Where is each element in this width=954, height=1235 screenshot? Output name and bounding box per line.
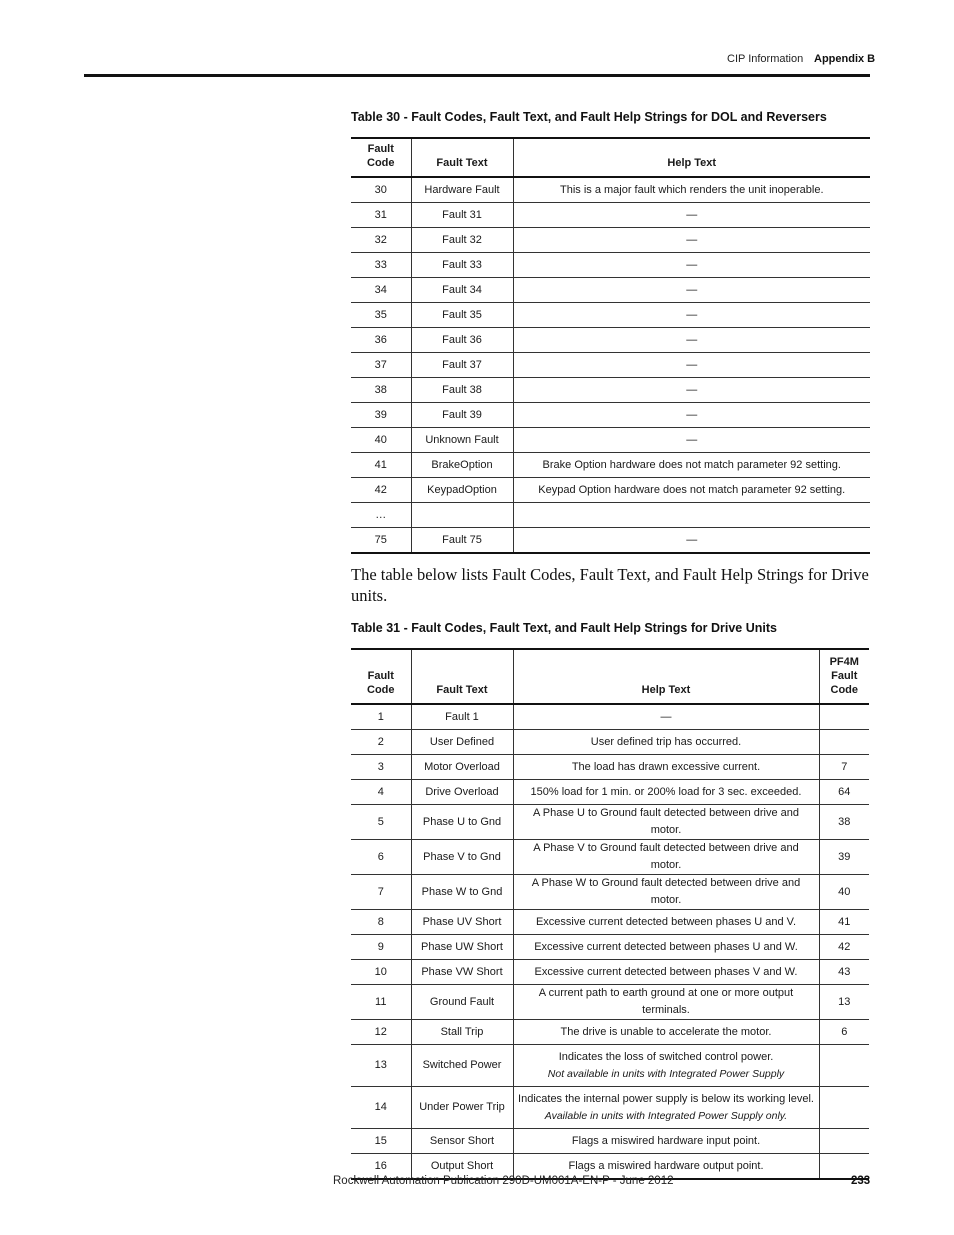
help-text-main: The drive is unable to accelerate the motor.: [560, 1025, 772, 1038]
table31-row: [351, 985, 869, 1020]
help-text-main: Indicates the loss of switched control power.: [558, 1050, 774, 1063]
table31-cell-fault-text: Switched Power: [411, 1045, 513, 1087]
table30-cell-help-text: —: [513, 403, 870, 428]
table31-cell-fault-text: Phase U to Gnd: [411, 805, 513, 840]
intro-paragraph: The table below lists Fault Codes, Fault Text, and Fault Help Strings for Drive units.: [351, 565, 869, 605]
table30-cell-fault-code: 38: [351, 378, 411, 403]
table31-cell-fault-code: 11: [351, 985, 411, 1020]
table31-cell-help-text: [513, 840, 819, 875]
table31-cell-fault-code: 16: [351, 1154, 411, 1180]
table31-cell-pf4m-code: 13: [819, 985, 869, 1020]
table30-cell-fault-code: 36: [351, 328, 411, 353]
table30-cell-fault-text: Hardware Fault: [411, 177, 513, 203]
table31-cell-fault-text: Output Short: [411, 1154, 513, 1180]
table30-cell-fault-text: Fault 32: [411, 228, 513, 253]
footer-page-number: 233: [851, 1175, 871, 1187]
table31-row: [351, 780, 869, 805]
help-text-main: A Phase W to Ground fault detected between drive and motor.: [531, 877, 801, 906]
table30-cell-help-text: —: [513, 303, 870, 328]
table31-cell-pf4m-code: 40: [819, 875, 869, 910]
table30-cell-fault-code: 35: [351, 303, 411, 328]
table31-cell-fault-text: Drive Overload: [411, 780, 513, 805]
table30-row: [351, 278, 870, 303]
table31-cell-fault-text: Ground Fault: [411, 985, 513, 1020]
table31-cell-help-text: [513, 1087, 819, 1129]
table31-cell-fault-code: 1: [351, 704, 411, 730]
table30-cell-help-text: —: [513, 228, 870, 253]
footer-publication: Rockwell Automation Publication 290D-UM001A-EN-P - June 2012: [333, 1175, 674, 1187]
table30-cell-fault-code: …: [351, 503, 411, 528]
table31-cell-pf4m-code: 41: [819, 910, 869, 935]
table30-cell-fault-text: Fault 34: [411, 278, 513, 303]
table31-cell-help-text: [513, 910, 819, 935]
table31-cell-pf4m-code: [819, 730, 869, 755]
header-appendix-label: Appendix B: [814, 53, 876, 65]
table30-cell-fault-text: KeypadOption: [411, 478, 513, 503]
table30-cell-help-text: —: [513, 353, 870, 378]
header-section-title: CIP Information: [727, 53, 804, 65]
table30-cell-fault-text: Fault 39: [411, 403, 513, 428]
help-text-main: A Phase U to Ground fault detected between drive and motor.: [532, 807, 799, 836]
table31: [351, 648, 869, 1180]
table31-cell-fault-code: 12: [351, 1020, 411, 1045]
table30-cell-fault-text: [411, 503, 513, 528]
table30-cell-fault-code: 75: [351, 528, 411, 554]
table30: [351, 137, 870, 554]
table30-row: [351, 328, 870, 353]
help-text-note: Not available in units with Integrated Power Supply: [547, 1067, 785, 1080]
table31-cell-fault-text: Fault 1: [411, 704, 513, 730]
table31-cell-help-text: [513, 780, 819, 805]
table30-cell-help-text: —: [513, 328, 870, 353]
table30-cell-fault-code: 30: [351, 177, 411, 203]
table30-cell-fault-code: 31: [351, 203, 411, 228]
help-text-note: Available in units with Integrated Power Supply only.: [544, 1109, 788, 1122]
table31-cell-fault-text: Phase VW Short: [411, 960, 513, 985]
header-rule: [84, 74, 870, 77]
table30-cell-fault-text: Fault 36: [411, 328, 513, 353]
table31-cell-fault-code: 5: [351, 805, 411, 840]
table31-cell-help-text: [513, 960, 819, 985]
table31-row: [351, 805, 869, 840]
table31-header-pf4m-code: PF4M Fault Code: [819, 649, 869, 704]
table31-cell-help-text: [513, 805, 819, 840]
table31-header-fault-text: Fault Text: [411, 649, 513, 704]
table31-cell-fault-text: Phase V to Gnd: [411, 840, 513, 875]
table31-cell-pf4m-code: 39: [819, 840, 869, 875]
table31-row: [351, 755, 869, 780]
table30-row: [351, 428, 870, 453]
table31-row: [351, 1129, 869, 1154]
table30-row: [351, 203, 870, 228]
table30-cell-fault-text: Fault 31: [411, 203, 513, 228]
table31-cell-fault-text: Stall Trip: [411, 1020, 513, 1045]
help-text-main: 150% load for 1 min. or 200% load for 3 sec. exceeded.: [530, 785, 802, 798]
table31-cell-fault-text: Motor Overload: [411, 755, 513, 780]
table30-header-fault-text: Fault Text: [411, 138, 513, 177]
table31-title: Table 31 - Fault Codes, Fault Text, and Fault Help Strings for Drive Units: [351, 621, 777, 635]
table30-cell-fault-text: Unknown Fault: [411, 428, 513, 453]
table30-row: [351, 177, 870, 203]
table31-cell-pf4m-code: 43: [819, 960, 869, 985]
table30-row: [351, 453, 870, 478]
table31-cell-fault-code: 2: [351, 730, 411, 755]
table31-cell-help-text: [513, 755, 819, 780]
table31-cell-help-text: [513, 704, 819, 730]
table30-cell-help-text: [513, 503, 870, 528]
table31-cell-fault-code: 3: [351, 755, 411, 780]
help-text-main: Indicates the internal power supply is below its working level.: [518, 1092, 814, 1105]
table31-cell-fault-code: 7: [351, 875, 411, 910]
table30-cell-fault-text: Fault 33: [411, 253, 513, 278]
table30-cell-fault-code: 32: [351, 228, 411, 253]
table30-cell-fault-text: BrakeOption: [411, 453, 513, 478]
table30-cell-help-text: —: [513, 203, 870, 228]
table31-cell-fault-text: Phase UV Short: [411, 910, 513, 935]
table31-header-fault-code: Fault Code: [351, 649, 411, 704]
table31-cell-fault-code: 6: [351, 840, 411, 875]
table30-cell-help-text: —: [513, 378, 870, 403]
table31-cell-pf4m-code: [819, 1045, 869, 1087]
table31-cell-help-text: [513, 1045, 819, 1087]
help-text-main: The load has drawn excessive current.: [571, 760, 761, 773]
table30-cell-fault-text: Fault 37: [411, 353, 513, 378]
table30-cell-fault-text: Fault 75: [411, 528, 513, 554]
table31-cell-pf4m-code: 42: [819, 935, 869, 960]
table30-cell-help-text: —: [513, 278, 870, 303]
table30-cell-help-text: Brake Option hardware does not match parameter 92 setting.: [513, 453, 870, 478]
table30-row: [351, 228, 870, 253]
table31-row: [351, 935, 869, 960]
table31-cell-pf4m-code: [819, 1129, 869, 1154]
table30-cell-fault-code: 33: [351, 253, 411, 278]
table30-row: [351, 528, 870, 554]
table30-cell-fault-code: 40: [351, 428, 411, 453]
help-text-main: Excessive current detected between phases V and W.: [534, 965, 798, 978]
table31-row: [351, 875, 869, 910]
table31-cell-fault-text: Phase W to Gnd: [411, 875, 513, 910]
table31-cell-fault-code: 10: [351, 960, 411, 985]
table30-title: Table 30 - Fault Codes, Fault Text, and Fault Help Strings for DOL and Reversers: [351, 110, 827, 124]
table30-cell-fault-code: 42: [351, 478, 411, 503]
table31-cell-fault-code: 15: [351, 1129, 411, 1154]
table30-cell-help-text: Keypad Option hardware does not match parameter 92 setting.: [513, 478, 870, 503]
table31-cell-fault-code: 13: [351, 1045, 411, 1087]
table31-row: [351, 840, 869, 875]
help-text-main: Excessive current detected between phases U and W.: [534, 940, 798, 953]
table31-cell-fault-text: Sensor Short: [411, 1129, 513, 1154]
table31-cell-fault-code: 4: [351, 780, 411, 805]
table30-header-fault-code: Fault Code: [351, 138, 411, 177]
table31-cell-help-text: [513, 935, 819, 960]
table30-row: [351, 253, 870, 278]
table31-cell-pf4m-code: 38: [819, 805, 869, 840]
table31-row: [351, 1045, 869, 1087]
table30-row: [351, 478, 870, 503]
table31-cell-pf4m-code: 7: [819, 755, 869, 780]
table31-row: [351, 960, 869, 985]
table31-cell-fault-code: 8: [351, 910, 411, 935]
help-text-main: User defined trip has occurred.: [590, 735, 742, 748]
table30-cell-fault-text: Fault 38: [411, 378, 513, 403]
table31-cell-pf4m-code: [819, 1087, 869, 1129]
table31-cell-help-text: [513, 985, 819, 1020]
table30-cell-help-text: This is a major fault which renders the unit inoperable.: [513, 177, 870, 203]
table31-header-help-text: Help Text: [513, 649, 819, 704]
help-text-main: Excessive current detected between phases U and V.: [535, 915, 797, 928]
help-text-main: A Phase V to Ground fault detected between drive and motor.: [533, 842, 799, 871]
table30-cell-fault-code: 37: [351, 353, 411, 378]
table30-row: [351, 353, 870, 378]
table31-cell-fault-code: 14: [351, 1087, 411, 1129]
table30-row: [351, 503, 870, 528]
table30-cell-help-text: —: [513, 428, 870, 453]
table30-cell-fault-text: Fault 35: [411, 303, 513, 328]
table31-cell-pf4m-code: 64: [819, 780, 869, 805]
table31-cell-pf4m-code: [819, 704, 869, 730]
help-text-main: Flags a miswired hardware input point.: [571, 1134, 761, 1147]
table31-cell-help-text: [513, 1020, 819, 1045]
table31-row: [351, 1087, 869, 1129]
table31-cell-help-text: [513, 1129, 819, 1154]
table31-cell-fault-text: Under Power Trip: [411, 1087, 513, 1129]
help-text-main: Flags a miswired hardware output point.: [568, 1159, 764, 1172]
table30-cell-help-text: —: [513, 528, 870, 554]
table30-row: [351, 403, 870, 428]
table31-cell-help-text: [513, 875, 819, 910]
table31-row: [351, 730, 869, 755]
table31-cell-help-text: [513, 730, 819, 755]
table31-cell-fault-text: Phase UW Short: [411, 935, 513, 960]
table31-row: [351, 1020, 869, 1045]
table30-cell-fault-code: 34: [351, 278, 411, 303]
table30-cell-fault-code: 39: [351, 403, 411, 428]
table31-row: [351, 910, 869, 935]
table31-row: [351, 704, 869, 730]
help-text-main: A current path to earth ground at one or more output terminals.: [538, 987, 794, 1016]
table31-cell-pf4m-code: 6: [819, 1020, 869, 1045]
table31-cell-fault-text: User Defined: [411, 730, 513, 755]
help-text-main: —: [660, 710, 672, 723]
table30-header-help-text: Help Text: [513, 138, 870, 177]
table30-cell-help-text: —: [513, 253, 870, 278]
table30-cell-fault-code: 41: [351, 453, 411, 478]
table31-cell-fault-code: 9: [351, 935, 411, 960]
table30-row: [351, 303, 870, 328]
table30-row: [351, 378, 870, 403]
